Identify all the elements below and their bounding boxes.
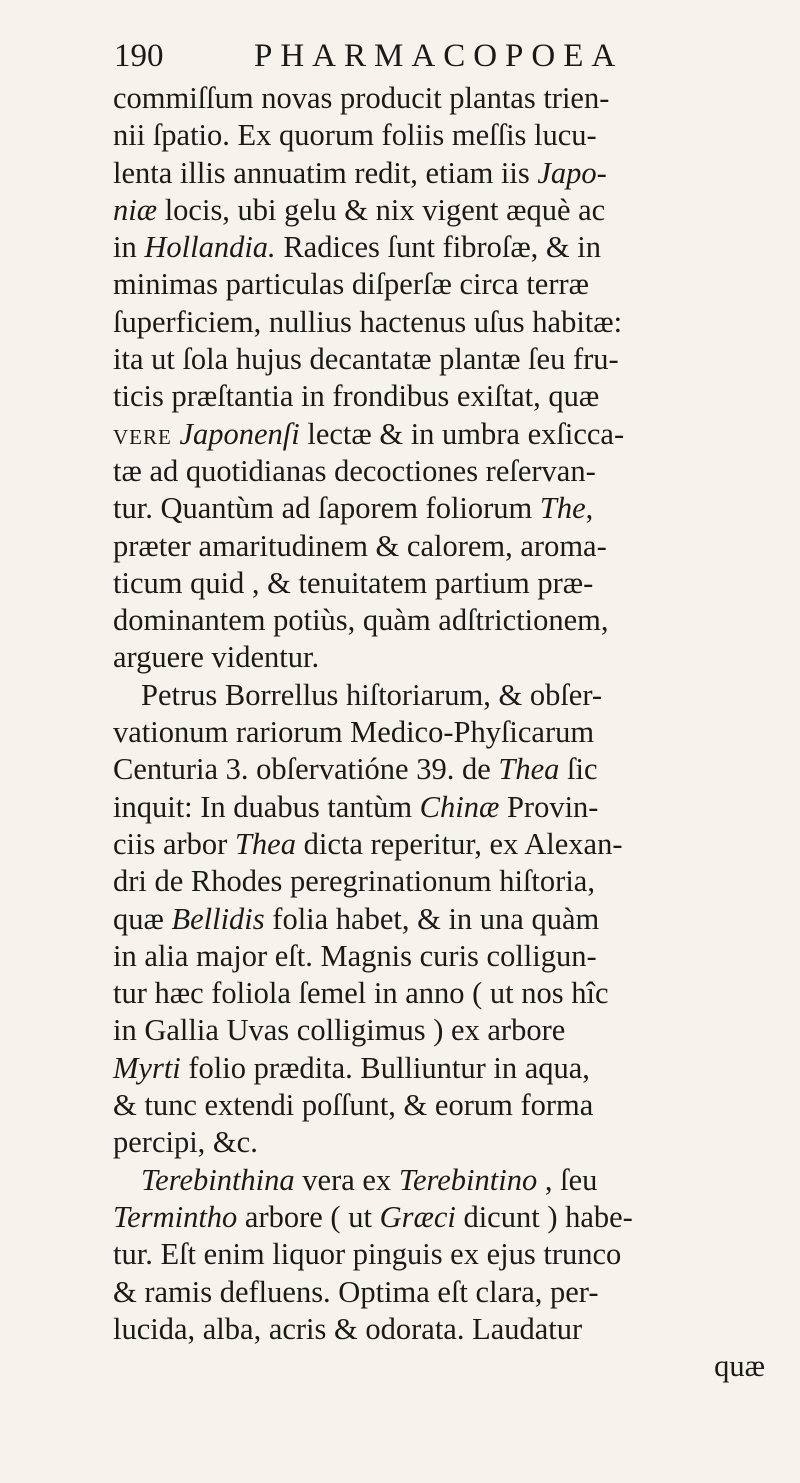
text-line [113,266,773,303]
page-header [114,34,754,78]
text-segment: arbore ( ut [237,1199,380,1234]
text-segment: quæ [113,901,172,936]
text-segment: dominantem potiùs, quàm adſtrictionem, [113,603,609,638]
text-segment: folia habet, & in una quàm [264,901,600,936]
page-number: 190 [114,38,164,74]
text-segment: & ramis defluens. Optima eſt clara, per- [113,1274,599,1309]
text-segment: Japonenſi [179,416,300,451]
text-segment: , ſeu [537,1162,598,1197]
text-segment: lucida, alba, acris & odorata. Laudatur [113,1311,583,1346]
text-line [113,677,773,714]
text-segment: commiſſum novas producit plantas trien- [113,81,610,115]
text-line [113,117,773,154]
text-segment: folio prædita. Bulliuntur in aqua, [180,1050,590,1085]
catchword: quæ [714,1349,765,1384]
text-line [113,1199,773,1236]
text-segment: , [585,491,594,526]
text-line [113,80,773,117]
text-segment: Terebintino [398,1162,538,1197]
text-segment: præter amaritudinem & calorem, aroma- [113,528,607,563]
text-segment: tur. Quantùm ad ſaporem foliorum [113,491,540,526]
text-line [113,714,773,751]
text-segment: inquit: In duabus tantùm [113,789,420,824]
text-segment: ita ut ſola hujus decantatæ plantæ ſeu fru- [113,342,619,377]
text-segment: in [113,230,145,265]
text-segment: ticum quid , & tenuitatem partium præ- [113,565,594,600]
text-line [113,602,773,639]
text-line [113,1012,773,1049]
text-line [113,901,773,938]
text-segment: in alia major eſt. Magnis curis colligun- [113,938,597,973]
text-line [113,1124,773,1161]
text-segment: Centuria 3. obſervatióne 39. de [113,752,499,787]
text-segment: ciis arbor [113,826,235,861]
text-line [113,490,773,527]
text-line [113,938,773,975]
running-title: PHARMACOPOEA [254,38,624,74]
text-line [113,155,773,192]
text-line [113,1236,773,1273]
text-line [113,453,773,490]
text-line [113,528,773,565]
text-segment: vera ex [294,1162,399,1197]
text-line [113,378,773,415]
text-segment: Bellidis [171,901,265,936]
text-segment: ticis præſtantia in frondibus exiſtat, quæ [113,379,600,414]
text-segment: ſic [559,752,598,787]
text-segment: in Gallia Uvas colligimus ) ex arbore [113,1013,566,1048]
text-segment: tur. Eſt enim liquor pinguis ex ejus trunco [113,1237,622,1272]
text-segment: & tunc extendi poſſunt, & eorum forma [113,1088,594,1123]
text-line [113,1274,773,1311]
text-line [113,639,773,676]
text-segment: lenta illis annuatim redit, etiam iis [113,155,538,190]
text-line [113,1050,773,1087]
text-line [113,1087,773,1124]
text-segment: Petrus Borrellus hiſtoriarum, & obſer- [141,677,603,712]
text-segment: percipi, &c. [113,1125,258,1160]
text-segment: minimas particulas diſperſæ circa terræ [113,267,589,302]
text-segment: Termintho [113,1199,238,1234]
text-line [113,789,773,826]
text-segment: tæ ad quotidianas decoctiones reſervan- [113,453,596,488]
text-segment: locis, ubi gelu & nix vigent æquè ac [157,192,606,227]
text-line [113,416,773,453]
text-line [113,304,773,341]
text-line [113,826,773,863]
text-segment: arguere videntur. [113,640,320,675]
text-line [113,565,773,602]
text-segment: Radices ſunt fibroſæ, & in [275,230,601,265]
text-line [113,341,773,378]
text-segment: dri de Rhodes peregrinationum hiſtoria, [113,864,595,899]
text-segment: nii ſpatio. Ex quorum foliis meſſis lucu- [113,118,597,153]
text-segment: Græci [379,1199,456,1234]
text-segment: dicunt ) habe- [455,1199,633,1234]
text-segment: Provin- [499,789,599,824]
text-segment: The [539,491,586,526]
text-segment: niæ [113,192,158,227]
text-segment: Terebinthina [141,1162,295,1197]
text-line [113,751,773,788]
text-line [113,863,773,900]
text-segment: ſuperficiem, nullius hactenus uſus habitæ: [113,304,623,339]
text-line [113,192,773,229]
text-segment: vere [113,416,172,451]
text-segment: lectæ & in umbra exſicca- [299,416,625,451]
text-segment: Thea [498,752,560,787]
text-line [113,229,773,266]
text-line [113,1311,773,1348]
text-segment: dicta reperitur, ex Alexan- [295,826,623,861]
text-segment: Thea [234,826,296,861]
text-line [113,975,773,1012]
text-segment: vationum rariorum Medico-Phyſicarum [113,715,595,750]
text-segment: Hollandia. [144,230,276,265]
body-text [113,80,773,1385]
text-segment: Japo- [537,155,607,190]
text-line [113,1162,773,1199]
text-segment: Chinæ [419,789,500,824]
text-segment: Myrti [113,1050,181,1085]
text-segment: tur hæc foliola ſemel in anno ( ut nos hîc [113,976,609,1011]
